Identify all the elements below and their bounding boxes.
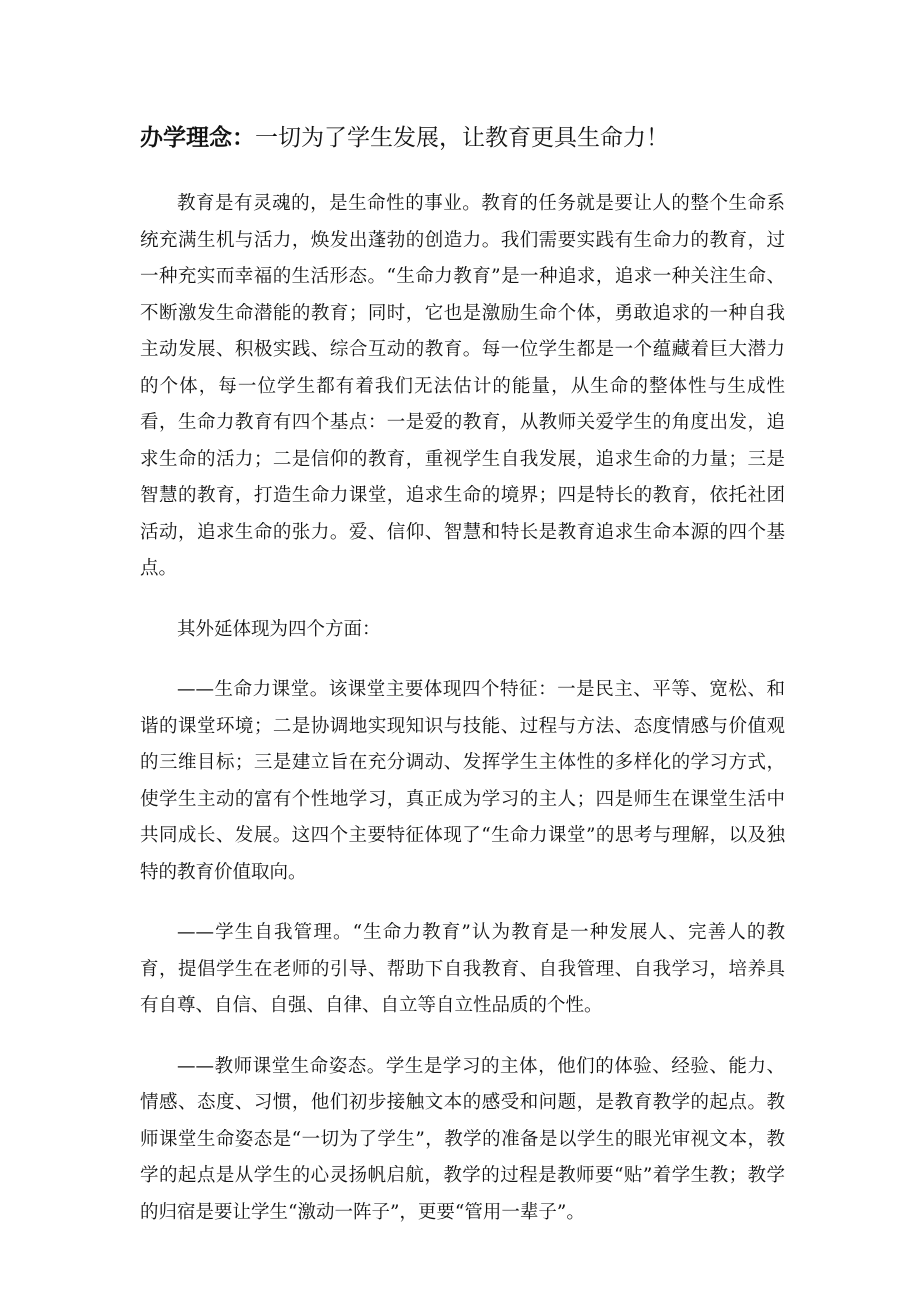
classroom-paragraph: ——生命力课堂。该课堂主要体现四个特征：一是民主、平等、宽松、和谐的课堂环境；二是协调地实现知识与技能、过程与方法、态度情感与价值观的三维目标；三是建立旨在充分调动、发挥学生主体性的多样化的学习方式，使学生主动的富有个性地学习，真正成为学习的主人；四是师生在课堂生活中共同成长、发展。这四个主要特征体现了“生命力课堂”的思考与理解，以及独特的教育价值取向。 (140, 679, 785, 883)
extension-intro-paragraph: 其外延体现为四个方面： (177, 618, 381, 640)
self-management-paragraph: ——学生自我管理。“生命力教育”认为教育是一种发展人、完善人的教育，提倡学生在老师的引导、帮助下自我教育、自我管理、自我学习，培养具有自尊、自信、自强、自律、自立等自立性品质的个性。 (140, 922, 785, 1016)
intro-paragraph: 教育是有灵魂的，是生命性的事业。教育的任务就是要让人的整个生命系统充满生机与活力，焕发出蓬勃的创造力。我们需要实践有生命力的教育，过一种充实而幸福的生活形态。“生命力教育”是一种追求，追求一种关注生命、不断激发生命潜能的教育；同时，它也是激励生命个体，勇敢追求的一种自我主动发展、积极实践、综合互动的教育。每一位学生都是一个蕴藏着巨大潜力的个体，每一位学生都有着我们无法估计的能量，从生命的整体性与生成性看，生命力教育有四个基点：一是爱的教育，从教师关爱学生的角度出发，追求生命的活力；二是信仰的教育，重视学生自我发展，追求生命的力量；三是智慧的教育，打造生命力课堂，追求生命的境界；四是特长的教育，依托社团活动，追求生命的张力。爱、信仰、智慧和特长是教育追求生命本源的四个基点。 (140, 193, 785, 579)
title-label: 办学理念： (140, 125, 255, 151)
document-title (140, 120, 785, 156)
title-text: 一切为了学生发展，让教育更具生命力！ (255, 125, 669, 151)
teacher-stance-paragraph: ——教师课堂生命姿态。学生是学习的主体，他们的体验、经验、能力、情感、态度、习惯，他们初步接触文本的感受和问题，是教育教学的起点。教师课堂生命姿态是“一切为了学生”，教学的准备是以学生的眼光审视文本，教学的起点是从学生的心灵扬帆启航，教学的过程是教师要“贴”着学生教；教学的归宿是要让学生“激动一阵子”，更要“管用一辈子”。 (140, 1055, 785, 1223)
document-body (140, 120, 785, 1255)
